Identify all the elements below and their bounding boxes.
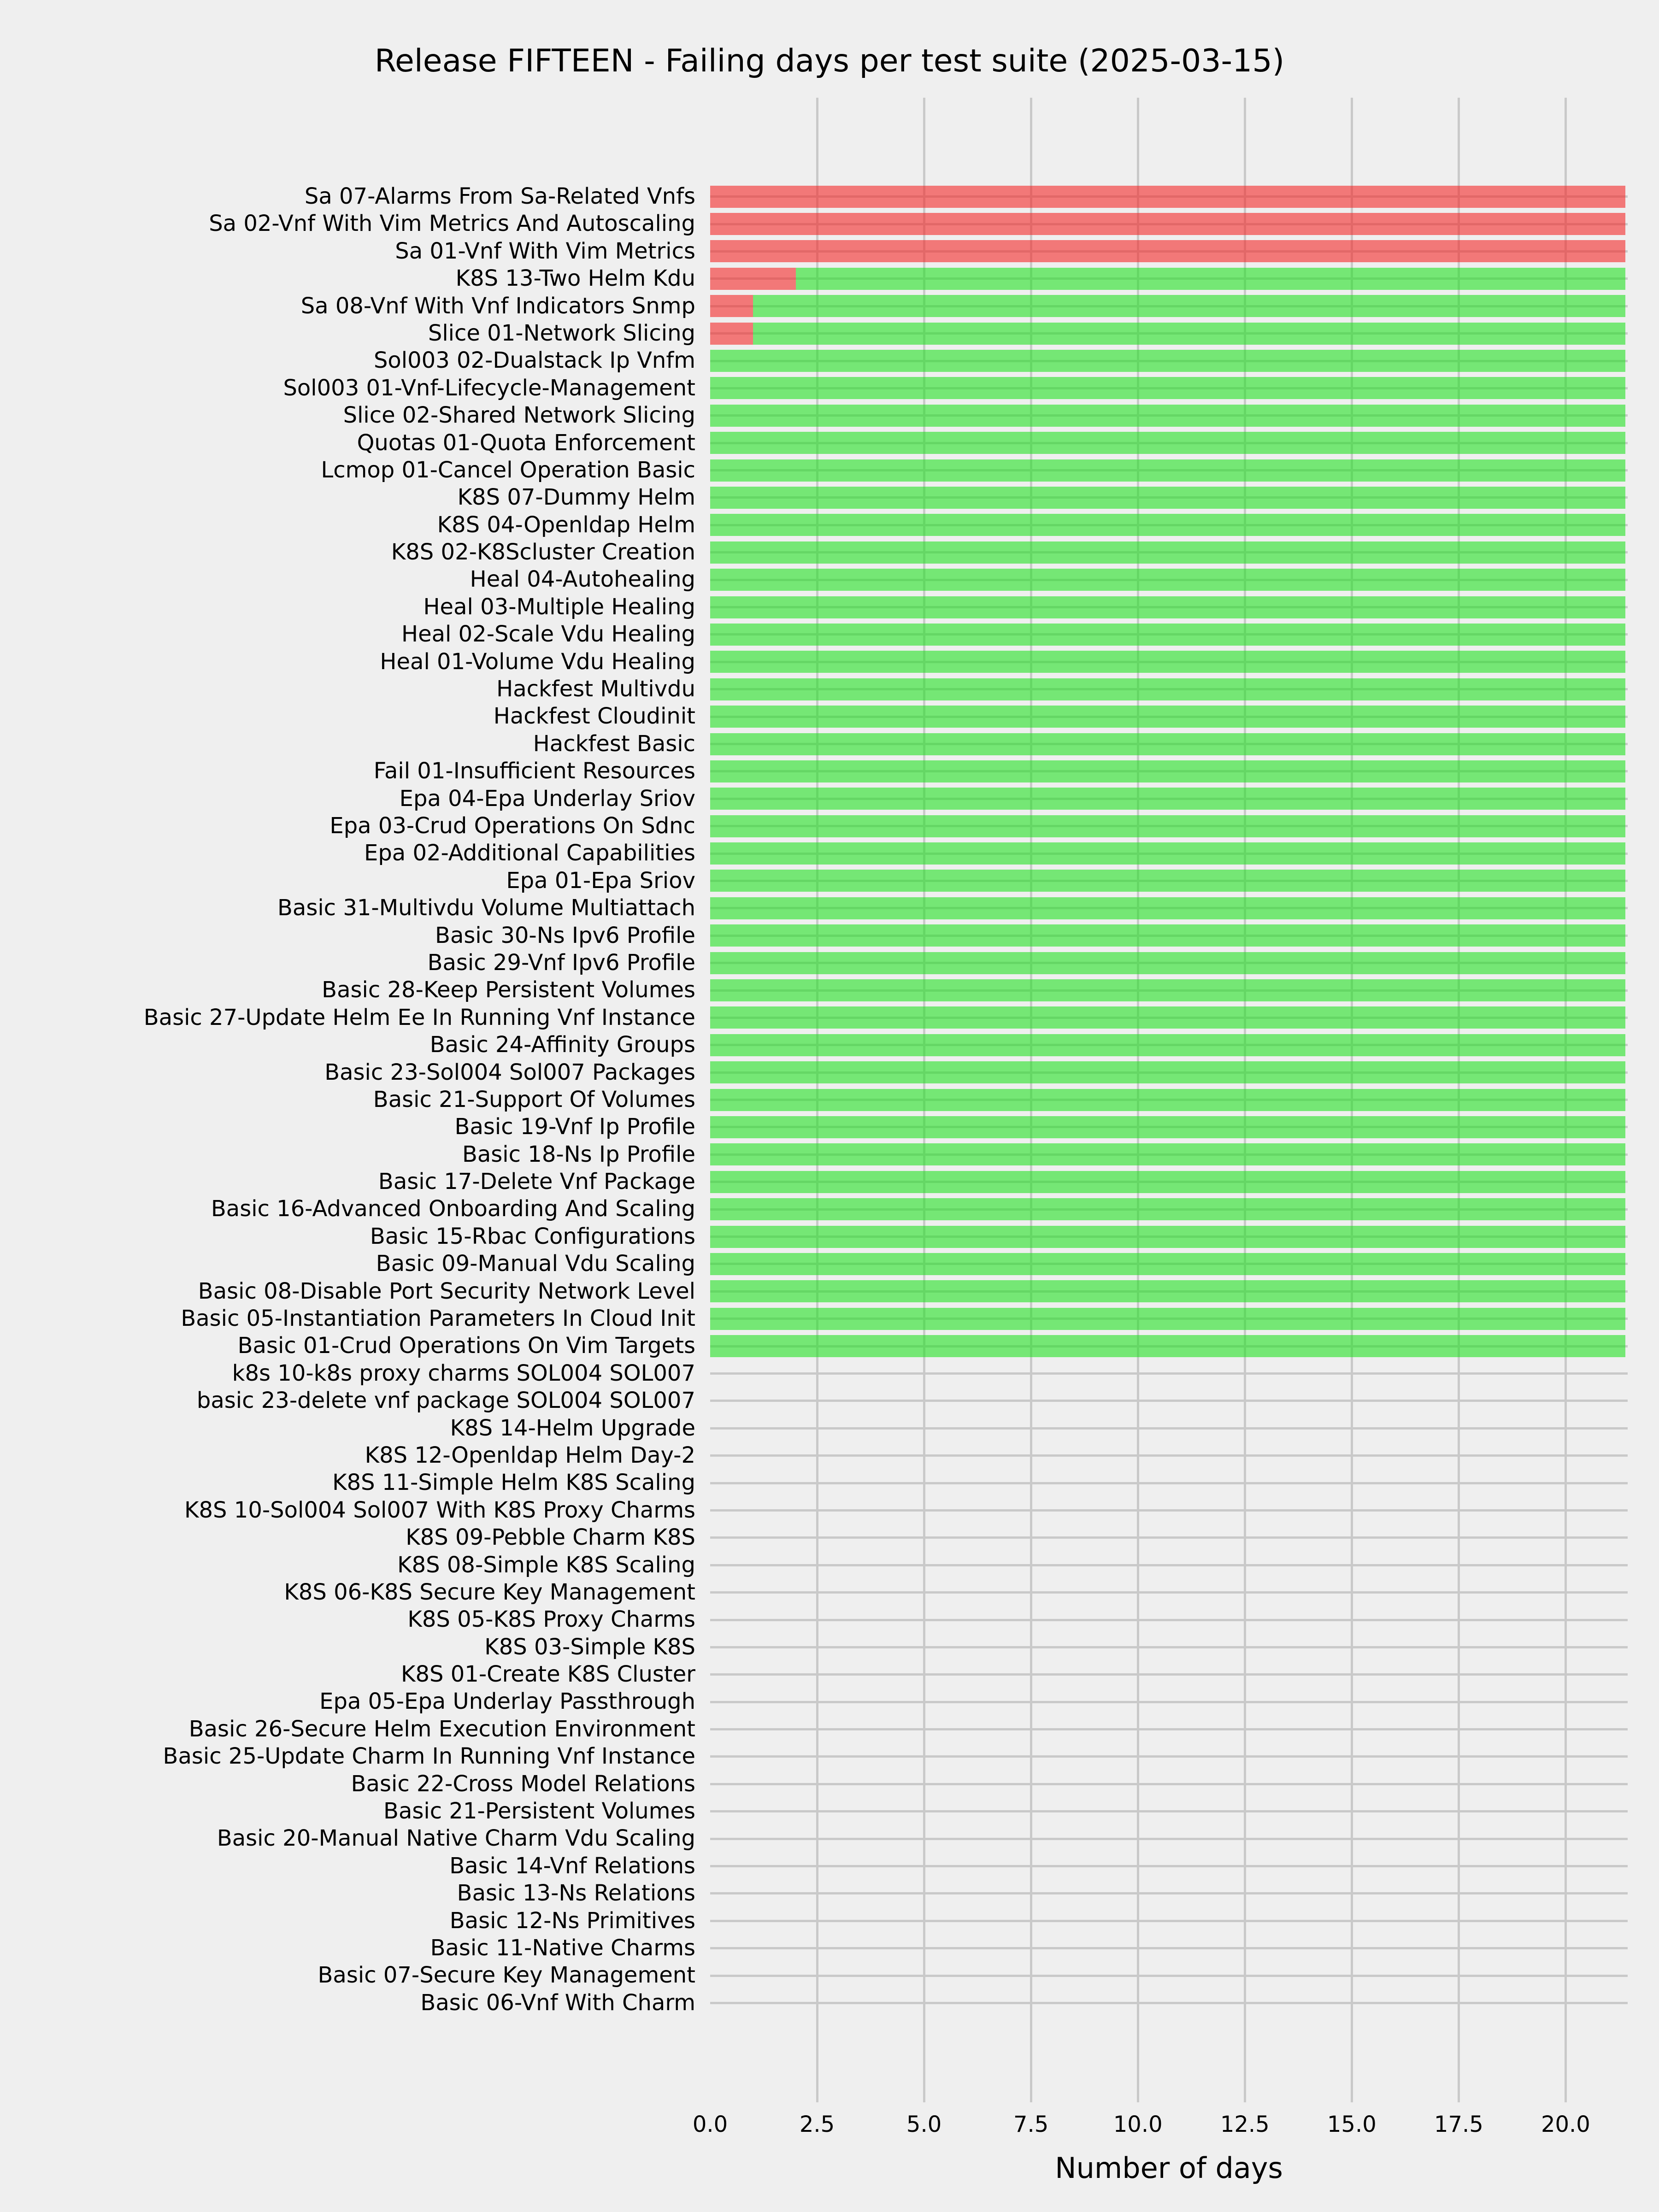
y-tick-label: Slice 01-Network Slicing xyxy=(428,320,695,346)
y-tick-label: k8s 10-k8s proxy charms SOL004 SOL007 xyxy=(232,1360,695,1386)
y-tick-label: Epa 01-Epa Sriov xyxy=(506,867,695,894)
y-tick-label: Quotas 01-Quota Enforcement xyxy=(357,429,695,456)
passing-bar-segment xyxy=(710,432,1625,454)
y-gridline xyxy=(710,1564,1628,1566)
y-tick-label: K8S 14-Helm Upgrade xyxy=(450,1415,695,1441)
bar-track xyxy=(710,1853,1628,1880)
failing-bar-segment xyxy=(710,323,753,345)
y-tick-label: Epa 05-Epa Underlay Passthrough xyxy=(319,1688,695,1715)
bar-track xyxy=(710,922,1628,949)
passing-bar-segment xyxy=(710,514,1625,536)
passing-bar-segment xyxy=(710,624,1625,646)
bar-track xyxy=(710,1962,1628,1989)
suite-row xyxy=(0,1907,1659,1935)
y-tick-label: Basic 23-Sol004 Sol007 Packages xyxy=(324,1059,695,1085)
bar-track xyxy=(710,293,1628,320)
bar-track xyxy=(710,949,1628,977)
bar-track xyxy=(710,867,1628,894)
y-tick-label: Hackfest Multivdu xyxy=(496,676,695,702)
suite-row xyxy=(0,949,1659,977)
suite-row xyxy=(0,785,1659,812)
y-tick-label: Epa 02-Additional Capabilities xyxy=(364,840,695,866)
suite-row xyxy=(0,1497,1659,1524)
y-gridline xyxy=(710,1838,1628,1840)
suite-row xyxy=(0,1853,1659,1880)
passing-bar-segment xyxy=(710,815,1625,837)
bar-track xyxy=(710,484,1628,511)
suite-row xyxy=(0,1278,1659,1305)
bar-track xyxy=(710,1278,1628,1305)
passing-bar-segment xyxy=(710,1280,1625,1302)
y-tick-label: Basic 22-Cross Model Relations xyxy=(351,1771,695,1797)
passing-bar-segment xyxy=(710,1143,1625,1165)
y-tick-label: Basic 30-Ns Ipv6 Profile xyxy=(435,922,695,948)
suite-row xyxy=(0,1688,1659,1715)
y-gridline xyxy=(710,1646,1628,1648)
passing-bar-segment xyxy=(710,377,1625,399)
bar-track xyxy=(710,1771,1628,1798)
suite-row xyxy=(0,1962,1659,1989)
suite-row xyxy=(0,1059,1659,1086)
y-tick-label: Basic 25-Update Charm In Running Vnf Instance xyxy=(163,1743,695,1770)
y-gridline xyxy=(710,1509,1628,1512)
y-gridline xyxy=(710,1372,1628,1375)
y-tick-label: Sa 02-Vnf With Vim Metrics And Autoscaling xyxy=(209,211,695,237)
bar-track xyxy=(710,457,1628,484)
suite-row xyxy=(0,1004,1659,1031)
bar-track xyxy=(710,1579,1628,1606)
passing-bar-segment xyxy=(710,1226,1625,1248)
y-gridline xyxy=(710,1947,1628,1949)
suite-row xyxy=(0,812,1659,840)
bar-track xyxy=(710,1497,1628,1524)
suite-row xyxy=(0,1086,1659,1113)
bar-track xyxy=(710,265,1628,292)
bar-track xyxy=(710,703,1628,730)
bar-track xyxy=(710,1907,1628,1935)
y-tick-label: Basic 24-Affinity Groups xyxy=(429,1032,695,1058)
y-tick-label: Basic 05-Instantiation Parameters In Cloud Init xyxy=(181,1306,695,1332)
suite-row xyxy=(0,922,1659,949)
suite-row xyxy=(0,1716,1659,1743)
bar-track xyxy=(710,1798,1628,1825)
y-tick-label: K8S 02-K8Scluster Creation xyxy=(391,539,695,565)
y-tick-label: Basic 12-Ns Primitives xyxy=(449,1907,695,1934)
passing-bar-segment xyxy=(710,1171,1625,1193)
bar-track xyxy=(710,594,1628,621)
bar-track xyxy=(710,210,1628,237)
bar-track xyxy=(710,566,1628,593)
y-tick-label: Basic 07-Secure Key Management xyxy=(318,1962,695,1988)
bar-track xyxy=(710,1661,1628,1688)
suite-row xyxy=(0,1880,1659,1907)
y-gridline xyxy=(710,1454,1628,1457)
y-tick-label: K8S 11-Simple Helm K8S Scaling xyxy=(332,1470,695,1496)
y-tick-label: Epa 04-Epa Underlay Sriov xyxy=(399,785,695,812)
bar-track xyxy=(710,1031,1628,1059)
passing-bar-segment xyxy=(710,706,1625,728)
suite-row xyxy=(0,265,1659,292)
suite-row xyxy=(0,347,1659,374)
y-tick-label: Basic 29-Vnf Ipv6 Profile xyxy=(427,949,695,976)
suite-row xyxy=(0,1771,1659,1798)
y-tick-label: K8S 07-Dummy Helm xyxy=(457,484,695,511)
y-tick-label: K8S 12-Openldap Helm Day-2 xyxy=(365,1442,695,1468)
bar-track xyxy=(710,785,1628,812)
suite-row xyxy=(0,594,1659,621)
bar-track xyxy=(710,812,1628,840)
suite-row xyxy=(0,621,1659,648)
suite-row xyxy=(0,1743,1659,1770)
bar-track xyxy=(710,1989,1628,2017)
y-tick-label: Sol003 02-Dualstack Ip Vnfm xyxy=(373,347,695,374)
x-axis-ticks xyxy=(0,2112,1659,2145)
y-gridline xyxy=(710,1427,1628,1430)
suite-row xyxy=(0,512,1659,539)
bar-track xyxy=(710,977,1628,1004)
y-tick-label: Basic 21-Support Of Volumes xyxy=(373,1086,695,1112)
y-tick-label: Basic 17-Delete Vnf Package xyxy=(378,1169,695,1195)
passing-bar-segment xyxy=(710,952,1625,974)
y-tick-label: Basic 11-Native Charms xyxy=(430,1935,695,1961)
bar-track xyxy=(710,183,1628,210)
bar-track xyxy=(710,1743,1628,1770)
suite-row xyxy=(0,1661,1659,1688)
x-tick-label: 12.5 xyxy=(1220,2112,1270,2137)
y-tick-label: basic 23-delete vnf package SOL004 SOL007 xyxy=(196,1388,695,1414)
y-gridline xyxy=(710,1865,1628,1867)
bar-track xyxy=(710,1059,1628,1086)
failing-bar-segment xyxy=(710,295,753,317)
suite-row xyxy=(0,320,1659,347)
suite-row xyxy=(0,894,1659,922)
bar-track xyxy=(710,1113,1628,1141)
bar-track xyxy=(710,1086,1628,1113)
y-tick-label: Basic 18-Ns Ip Profile xyxy=(462,1141,695,1167)
bar-track xyxy=(710,1469,1628,1496)
y-tick-label: Heal 02-Scale Vdu Healing xyxy=(401,621,695,647)
bar-track xyxy=(710,512,1628,539)
suite-row xyxy=(0,1935,1659,1962)
bar-track xyxy=(710,621,1628,648)
bar-track xyxy=(710,1634,1628,1661)
passing-bar-segment xyxy=(710,1006,1625,1029)
y-tick-label: Basic 19-Vnf Ip Profile xyxy=(454,1114,695,1140)
suite-row xyxy=(0,1442,1659,1469)
suite-row xyxy=(0,183,1659,210)
passing-bar-segment xyxy=(710,596,1625,618)
bar-track xyxy=(710,238,1628,265)
y-tick-label: Basic 09-Manual Vdu Scaling xyxy=(376,1251,695,1277)
passing-bar-segment xyxy=(710,651,1625,673)
passing-bar-segment xyxy=(710,924,1625,947)
passing-bar-segment xyxy=(710,1089,1625,1111)
suite-row xyxy=(0,840,1659,867)
passing-bar-segment xyxy=(710,487,1625,509)
x-tick-label: 15.0 xyxy=(1327,2112,1377,2137)
suite-row xyxy=(0,1469,1659,1496)
failing-bar-segment xyxy=(710,240,1625,262)
y-tick-label: Basic 01-Crud Operations On Vim Targets xyxy=(237,1333,695,1359)
suite-row xyxy=(0,1223,1659,1250)
y-gridline xyxy=(710,1920,1628,1922)
suite-row xyxy=(0,293,1659,320)
passing-bar-segment xyxy=(710,1335,1625,1357)
suite-row xyxy=(0,1415,1659,1442)
y-gridline xyxy=(710,2002,1628,2004)
suite-row xyxy=(0,648,1659,676)
suite-row xyxy=(0,375,1659,402)
y-tick-label: Sol003 01-Vnf-Lifecycle-Management xyxy=(283,375,695,401)
x-tick-label: 2.5 xyxy=(799,2112,835,2137)
suite-row xyxy=(0,758,1659,785)
y-tick-label: Basic 20-Manual Native Charm Vdu Scaling xyxy=(217,1825,695,1852)
y-tick-label: Basic 31-Multivdu Volume Multiattach xyxy=(277,895,695,921)
bar-track xyxy=(710,1688,1628,1715)
y-tick-label: Epa 03-Crud Operations On Sdnc xyxy=(329,812,695,839)
suite-row xyxy=(0,1195,1659,1223)
bar-track xyxy=(710,429,1628,457)
passing-bar-segment xyxy=(710,979,1625,1001)
bar-track xyxy=(710,730,1628,758)
passing-bar-segment xyxy=(710,1198,1625,1220)
passing-bar-segment xyxy=(710,569,1625,591)
y-tick-label: Basic 06-Vnf With Charm xyxy=(420,1989,695,2016)
y-tick-label: Basic 28-Keep Persistent Volumes xyxy=(322,977,695,1003)
bar-track xyxy=(710,1250,1628,1277)
suite-row xyxy=(0,1360,1659,1387)
suite-row xyxy=(0,1634,1659,1661)
suite-row xyxy=(0,1305,1659,1332)
suite-row xyxy=(0,1031,1659,1059)
y-tick-label: K8S 08-Simple K8S Scaling xyxy=(397,1552,695,1578)
x-tick-label: 17.5 xyxy=(1434,2112,1483,2137)
y-tick-label: Sa 01-Vnf With Vim Metrics xyxy=(395,238,695,264)
y-tick-label: Sa 08-Vnf With Vnf Indicators Snmp xyxy=(300,293,695,319)
y-gridline xyxy=(710,1536,1628,1539)
y-tick-label: Heal 04-Autohealing xyxy=(470,566,695,593)
y-gridline xyxy=(710,1783,1628,1785)
y-tick-label: Fail 01-Insufficient Resources xyxy=(373,758,695,784)
passing-bar-segment xyxy=(710,1061,1625,1083)
y-tick-label: K8S 05-K8S Proxy Charms xyxy=(407,1606,695,1633)
suite-row xyxy=(0,457,1659,484)
bar-track xyxy=(710,1387,1628,1414)
bar-track xyxy=(710,1360,1628,1387)
passing-bar-segment xyxy=(710,350,1625,372)
bar-track xyxy=(710,375,1628,402)
y-tick-label: Basic 14-Vnf Relations xyxy=(449,1853,695,1879)
suite-row xyxy=(0,210,1659,237)
passing-bar-segment xyxy=(710,870,1625,892)
bar-track xyxy=(710,402,1628,429)
bar-track xyxy=(710,539,1628,566)
suite-row xyxy=(0,1141,1659,1168)
bar-track xyxy=(710,320,1628,347)
failing-bar-segment xyxy=(710,213,1625,235)
y-tick-label: Hackfest Cloudinit xyxy=(493,703,695,729)
passing-bar-segment xyxy=(710,1116,1625,1138)
x-axis-label: Number of days xyxy=(1055,2151,1283,2185)
suite-row xyxy=(0,1825,1659,1852)
bar-track xyxy=(710,347,1628,374)
suite-row xyxy=(0,1387,1659,1414)
bar-track xyxy=(710,1332,1628,1359)
bar-track xyxy=(710,1305,1628,1332)
bar-track xyxy=(710,1825,1628,1852)
y-tick-label: Lcmop 01-Cancel Operation Basic xyxy=(321,457,695,483)
passing-bar-segment xyxy=(796,268,1626,290)
suite-row xyxy=(0,429,1659,457)
y-gridline xyxy=(710,1810,1628,1812)
y-tick-label: K8S 03-Simple K8S xyxy=(484,1634,695,1660)
y-gridline xyxy=(710,1591,1628,1594)
bar-track xyxy=(710,894,1628,922)
x-tick-label: 0.0 xyxy=(692,2112,728,2137)
suite-row xyxy=(0,1552,1659,1579)
suite-row xyxy=(0,484,1659,511)
suite-row xyxy=(0,539,1659,566)
y-tick-label: Heal 01-Volume Vdu Healing xyxy=(380,648,695,675)
y-tick-label: Slice 02-Shared Network Slicing xyxy=(343,402,695,429)
y-tick-label: K8S 01-Create K8S Cluster xyxy=(401,1661,695,1688)
x-tick-label: 7.5 xyxy=(1013,2112,1049,2137)
bar-track xyxy=(710,758,1628,785)
suite-row xyxy=(0,566,1659,593)
passing-bar-segment xyxy=(710,541,1625,564)
passing-bar-segment xyxy=(710,733,1625,755)
failing-bar-segment xyxy=(710,268,796,290)
chart-title: Release FIFTEEN - Failing days per test suite (2025-03-15) xyxy=(374,43,1285,79)
passing-bar-segment xyxy=(710,842,1625,865)
suite-row xyxy=(0,676,1659,703)
y-gridline xyxy=(710,1400,1628,1402)
bar-track xyxy=(710,1141,1628,1168)
suite-row xyxy=(0,1606,1659,1633)
passing-bar-segment xyxy=(710,405,1625,427)
y-tick-label: Basic 21-Persistent Volumes xyxy=(383,1798,695,1824)
suite-row xyxy=(0,1989,1659,2017)
y-gridline xyxy=(710,1701,1628,1703)
y-gridline xyxy=(710,1975,1628,1977)
passing-bar-segment xyxy=(710,1308,1625,1330)
y-tick-label: K8S 10-Sol004 Sol007 With K8S Proxy Charms xyxy=(184,1497,695,1523)
bar-track xyxy=(710,1168,1628,1195)
y-tick-label: K8S 09-Pebble Charm K8S xyxy=(406,1524,695,1551)
y-tick-label: Sa 07-Alarms From Sa-Related Vnfs xyxy=(304,183,695,209)
x-tick-label: 20.0 xyxy=(1541,2112,1590,2137)
bar-track xyxy=(710,1716,1628,1743)
passing-bar-segment xyxy=(753,323,1626,345)
y-gridline xyxy=(710,1728,1628,1730)
passing-bar-segment xyxy=(710,1034,1625,1056)
bar-track xyxy=(710,1195,1628,1223)
passing-bar-segment xyxy=(710,1253,1625,1275)
y-tick-label: Basic 27-Update Helm Ee In Running Vnf Instance xyxy=(143,1004,695,1030)
suite-row xyxy=(0,402,1659,429)
bar-track xyxy=(710,1442,1628,1469)
y-tick-label: K8S 06-K8S Secure Key Management xyxy=(284,1579,695,1605)
suite-row xyxy=(0,1332,1659,1359)
bar-track xyxy=(710,1880,1628,1907)
suite-row xyxy=(0,238,1659,265)
bar-track xyxy=(710,1223,1628,1250)
y-tick-label: Basic 13-Ns Relations xyxy=(457,1880,695,1906)
y-gridline xyxy=(710,1673,1628,1676)
y-tick-label: K8S 04-Openldap Helm xyxy=(437,512,695,538)
suite-row xyxy=(0,1113,1659,1141)
y-gridline xyxy=(710,1892,1628,1894)
bar-track xyxy=(710,840,1628,867)
y-tick-label: Basic 08-Disable Port Security Network Level xyxy=(198,1278,695,1304)
y-gridline xyxy=(710,1755,1628,1758)
bar-track xyxy=(710,1606,1628,1633)
bar-track xyxy=(710,1935,1628,1962)
bar-track xyxy=(710,1524,1628,1551)
bar-track xyxy=(710,648,1628,676)
y-tick-label: Basic 15-Rbac Configurations xyxy=(370,1223,695,1249)
passing-bar-segment xyxy=(710,788,1625,810)
bar-track xyxy=(710,1004,1628,1031)
passing-bar-segment xyxy=(753,295,1626,317)
suite-row xyxy=(0,867,1659,894)
x-tick-label: 10.0 xyxy=(1113,2112,1163,2137)
passing-bar-segment xyxy=(710,678,1625,700)
y-gridline xyxy=(710,1619,1628,1621)
suite-row xyxy=(0,1579,1659,1606)
bar-track xyxy=(710,676,1628,703)
y-tick-label: Hackfest Basic xyxy=(533,730,695,757)
bar-rows xyxy=(0,98,1659,2102)
y-tick-label: K8S 13-Two Helm Kdu xyxy=(455,265,695,292)
suite-row xyxy=(0,1250,1659,1277)
y-tick-label: Heal 03-Multiple Healing xyxy=(423,594,695,620)
suite-row xyxy=(0,977,1659,1004)
passing-bar-segment xyxy=(710,897,1625,919)
bar-track xyxy=(710,1415,1628,1442)
suite-row xyxy=(0,1168,1659,1195)
suite-row xyxy=(0,730,1659,758)
passing-bar-segment xyxy=(710,760,1625,782)
suite-row xyxy=(0,1524,1659,1551)
bar-track xyxy=(710,1552,1628,1579)
failing-bar-segment xyxy=(710,186,1625,208)
suite-row xyxy=(0,1798,1659,1825)
x-tick-label: 5.0 xyxy=(906,2112,942,2137)
suite-row xyxy=(0,703,1659,730)
y-gridline xyxy=(710,1482,1628,1484)
y-tick-label: Basic 26-Secure Helm Execution Environment xyxy=(188,1716,695,1742)
passing-bar-segment xyxy=(710,459,1625,482)
y-tick-label: Basic 16-Advanced Onboarding And Scaling xyxy=(211,1196,695,1222)
